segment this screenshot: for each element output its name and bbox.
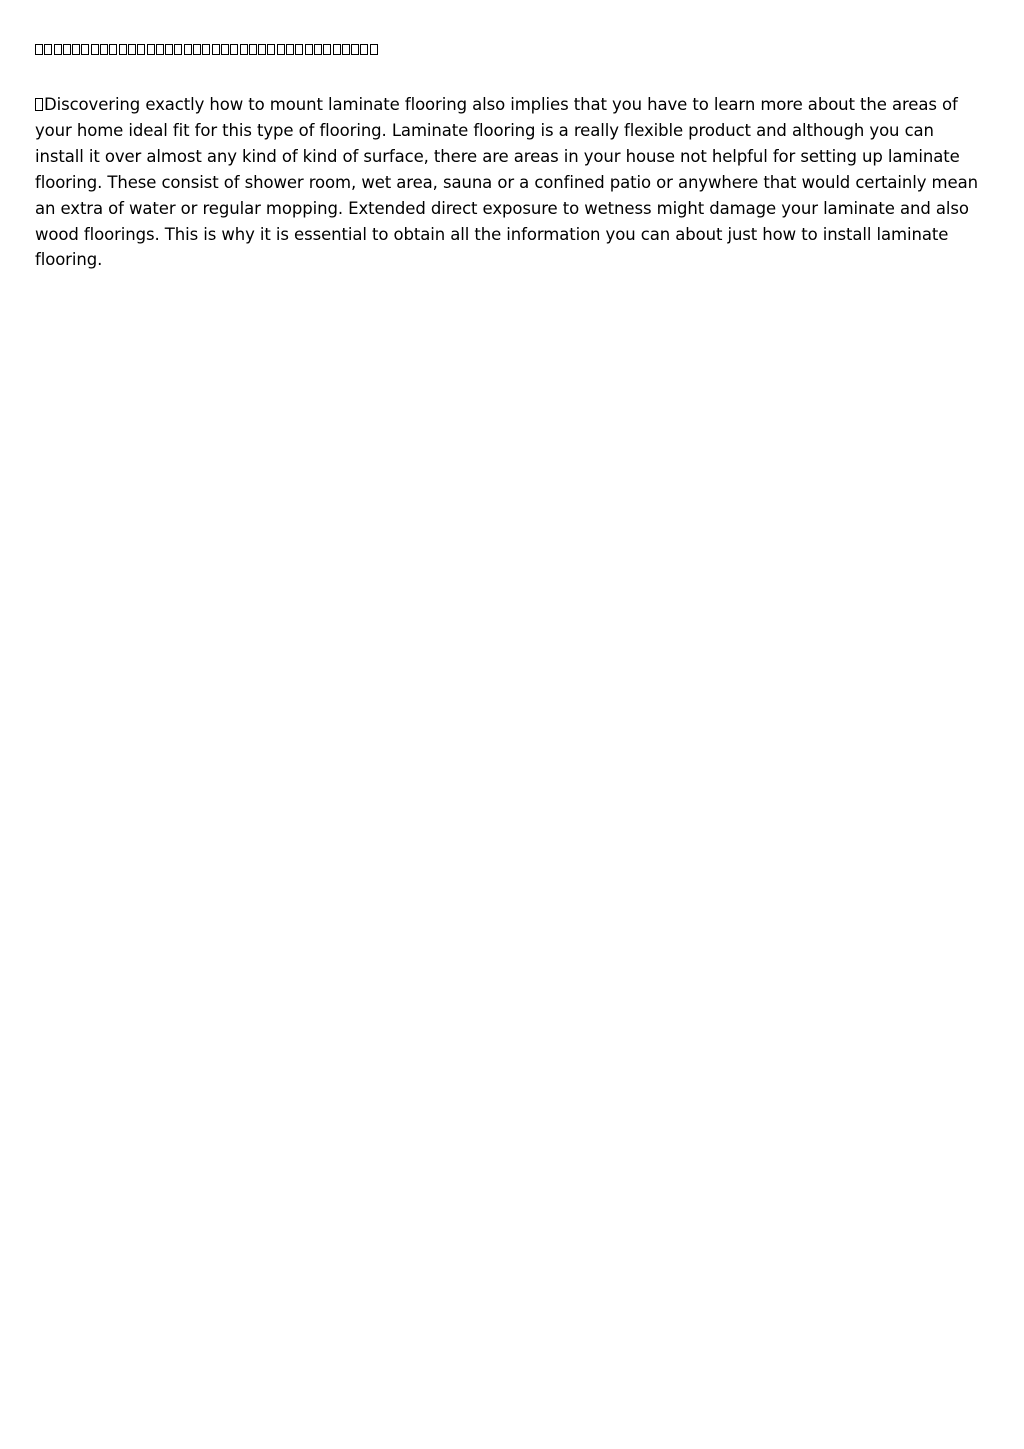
missing-glyph-icon	[305, 44, 313, 55]
missing-glyph-icon	[63, 44, 71, 55]
missing-glyph-icon	[342, 44, 350, 55]
missing-glyph-icon	[240, 44, 248, 55]
missing-glyph-icon	[128, 44, 136, 55]
missing-glyph-icon	[314, 44, 322, 55]
missing-glyph-icon	[35, 44, 43, 55]
missing-glyph-icon	[221, 44, 229, 55]
missing-glyph-icon	[360, 44, 368, 55]
missing-glyph-icon	[72, 44, 80, 55]
missing-glyph-icon	[295, 44, 303, 55]
body-paragraph-text: Discovering exactly how to mount laminate flooring also implies that you have to learn more about the areas of your home ideal fit for this type of flooring. Laminate flooring is a really flexible product and although you can install it over almost any kind of kind of surface, there are areas in your house not helpful for setting up laminate flooring. These consist of shower room, wet area, sauna or a confined patio or anywhere that would certainly mean an extra of water or regular mopping. Extended direct exposure to wetness might damage your laminate and also wood floorings. This is why it is essential to obtain all the information you can about just how to install laminate flooring.	[35, 95, 978, 270]
missing-glyph-icon	[202, 44, 210, 55]
body-paragraph	[35, 92, 985, 273]
missing-glyph-icon	[54, 44, 62, 55]
missing-glyph-icon	[249, 44, 257, 55]
missing-glyph-icon	[258, 44, 266, 55]
heading-missing-glyphs	[35, 40, 378, 58]
missing-glyph-icon	[193, 44, 201, 55]
missing-glyph-icon	[333, 44, 341, 55]
missing-glyph-icon	[286, 44, 294, 55]
missing-glyph-icon	[267, 44, 275, 55]
missing-glyph-icon	[156, 44, 164, 55]
missing-glyph-icon	[323, 44, 331, 55]
missing-glyph-icon	[100, 44, 108, 55]
missing-glyph-icon	[119, 44, 127, 55]
missing-glyph-icon	[277, 44, 285, 55]
missing-glyph-icon	[147, 44, 155, 55]
missing-glyph-icon	[81, 44, 89, 55]
missing-glyph-icon	[212, 44, 220, 55]
missing-glyph-icon	[174, 44, 182, 55]
missing-glyph-icon	[370, 44, 378, 55]
missing-glyph-icon	[44, 44, 52, 55]
missing-glyph-icon	[109, 44, 117, 55]
missing-glyph-icon	[351, 44, 359, 55]
missing-glyph-icon	[35, 98, 43, 111]
missing-glyph-icon	[230, 44, 238, 55]
missing-glyph-icon	[184, 44, 192, 55]
missing-glyph-icon	[165, 44, 173, 55]
missing-glyph-icon	[137, 44, 145, 55]
missing-glyph-icon	[91, 44, 99, 55]
